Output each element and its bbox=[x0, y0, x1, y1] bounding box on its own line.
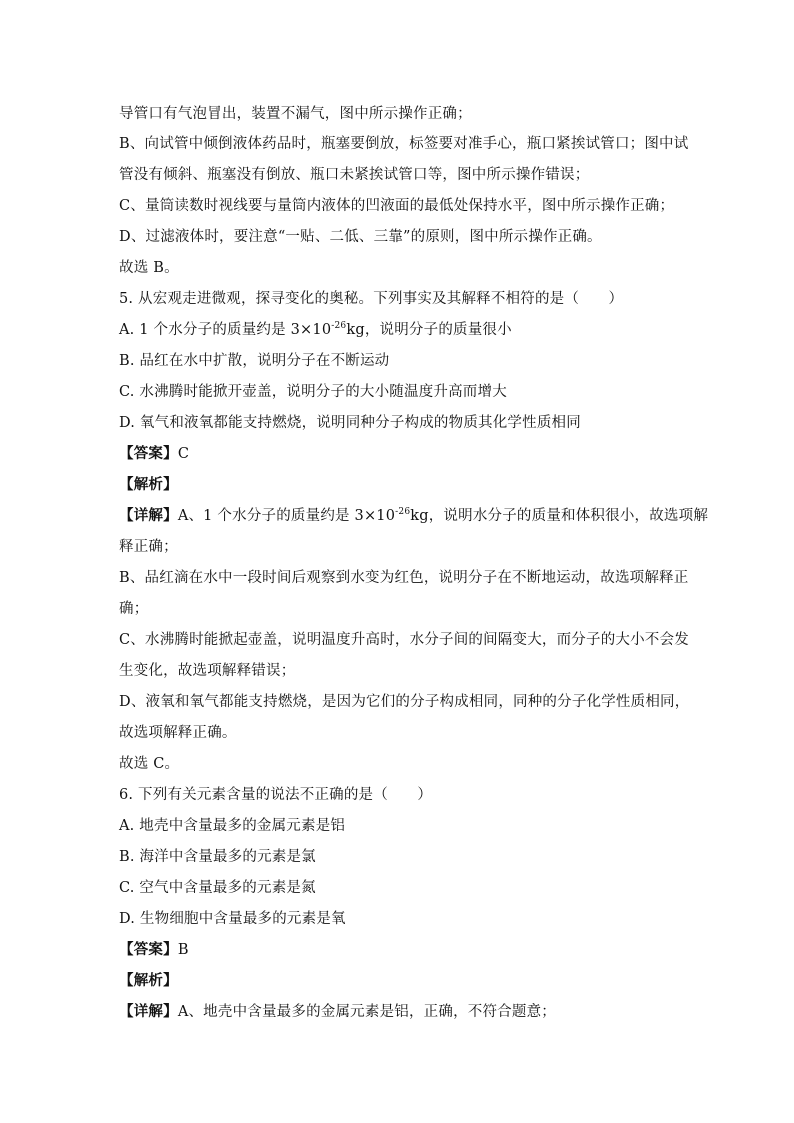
option-a bbox=[119, 320, 512, 340]
text-line: B、向试管中倾倒液体药品时，瓶塞要倒放，标签要对准手心，瓶口紧挨试管口；图中试 bbox=[119, 136, 689, 152]
option-d: D. 氧气和液氧都能支持燃烧，说明同种分子构成的物质其化学性质相同 bbox=[119, 415, 581, 431]
analysis-heading bbox=[119, 475, 178, 495]
text-line: 管没有倾斜、瓶塞没有倒放、瓶口未紧挨试管口等，图中所示操作错误； bbox=[119, 167, 590, 183]
option-a: A. 地壳中含量最多的金属元素是铝 bbox=[119, 818, 346, 834]
text-line: D、过滤液体时，要注意“一贴、二低、三靠”的原则，图中所示操作正确。 bbox=[119, 229, 602, 245]
analysis-label: 【解析】 bbox=[119, 476, 178, 493]
answer-line bbox=[119, 444, 189, 464]
answer-value: B bbox=[177, 942, 189, 958]
option-d: D. 生物细胞中含量最多的元素是氧 bbox=[119, 911, 346, 927]
question-stem: 5. 从宏观走进微观，探寻变化的奥秘。下列事实及其解释不相符的是（ ） bbox=[119, 291, 624, 307]
exponent: -26 bbox=[395, 507, 411, 517]
answer-value: C bbox=[177, 446, 190, 462]
text-line: 故选项解释正确。 bbox=[119, 725, 237, 741]
text-line: 导管口有气泡冒出，装置不漏气，图中所示操作正确； bbox=[119, 106, 472, 122]
text-line: 生变化，故选项解释错误； bbox=[119, 663, 296, 679]
detail-line bbox=[119, 1002, 556, 1022]
text-line: 确； bbox=[119, 601, 149, 617]
option-c: C. 水沸腾时能掀开壶盖，说明分子的大小随温度升高而增大 bbox=[119, 384, 507, 400]
option-b: B. 品红在水中扩散，说明分子在不断运动 bbox=[119, 353, 390, 369]
text-line: C、水沸腾时能掀起壶盖，说明温度升高时，水分子间的间隔变大，而分子的大小不会发 bbox=[119, 632, 689, 648]
option-c: C. 空气中含量最多的元素是氮 bbox=[119, 880, 316, 896]
exponent: -26 bbox=[331, 321, 347, 331]
question-stem: 6. 下列有关元素含量的说法不正确的是（ ） bbox=[119, 787, 433, 803]
analysis-label: 【解析】 bbox=[119, 972, 178, 989]
text-line: 释正确； bbox=[119, 539, 178, 555]
text-line: C、量筒读数时视线要与量筒内液体的凹液面的最低处保持水平，图中所示操作正确； bbox=[119, 198, 675, 214]
option-a-text: A. 1 个水分子的质量约是 3×10 bbox=[119, 322, 332, 338]
text-line: 故选 B。 bbox=[119, 260, 179, 276]
answer-label: 【答案】 bbox=[119, 941, 178, 958]
detail-text: A、地壳中含量最多的金属元素是铝，正确，不符合题意； bbox=[177, 1004, 556, 1020]
detail-text-end: kg，说明水分子的质量和体积很小，故选项解 bbox=[410, 508, 709, 524]
text-line: B、品红滴在水中一段时间后观察到水变为红色，说明分子在不断地运动，故选项解释正 bbox=[119, 570, 689, 586]
detail-line bbox=[119, 506, 708, 526]
answer-label: 【答案】 bbox=[119, 445, 178, 462]
detail-label: 【详解】 bbox=[119, 1003, 178, 1020]
analysis-heading bbox=[119, 971, 178, 991]
text-line: 故选 C。 bbox=[119, 756, 180, 772]
option-a-text-end: kg，说明分子的质量很小 bbox=[346, 322, 512, 338]
detail-text: A、1 个水分子的质量约是 3×10 bbox=[177, 508, 396, 524]
detail-label: 【详解】 bbox=[119, 507, 178, 524]
text-line: D、液氧和氧气都能支持燃烧，是因为它们的分子构成相同，同种的分子化学性质相同， bbox=[119, 694, 690, 710]
answer-line bbox=[119, 940, 189, 960]
option-b: B. 海洋中含量最多的元素是氯 bbox=[119, 849, 316, 865]
